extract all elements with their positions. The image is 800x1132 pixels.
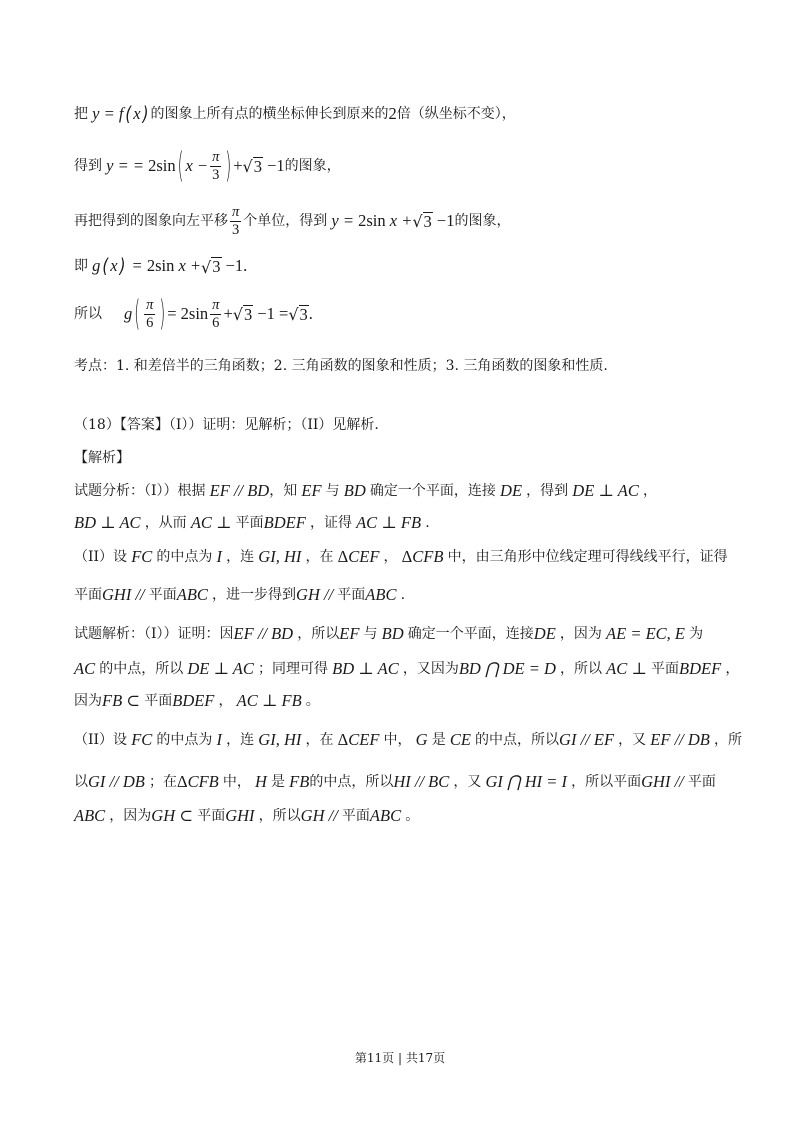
math: GH // (296, 585, 338, 604)
text: 平面 (341, 808, 370, 825)
text: 是 (271, 774, 286, 791)
line-6 (74, 359, 608, 373)
line-7 (74, 418, 379, 432)
text: 的图象， (284, 158, 341, 174)
line-5 (74, 292, 313, 334)
math: GHI (225, 806, 259, 825)
text: 因为 (74, 693, 102, 710)
text: ，又 (618, 732, 647, 749)
text: 即 (74, 258, 88, 275)
math: I (212, 730, 227, 749)
math: CE (445, 730, 476, 749)
math: DE ⊥ AC (568, 481, 643, 500)
math: BD ⊥ AC (328, 659, 403, 678)
math-plus: + (233, 155, 243, 175)
text: 中，由三角形中位线定理可得线线平行，证得 (447, 549, 728, 566)
math: ΔCEF (337, 730, 384, 749)
text: 个单位，得到 (243, 213, 328, 229)
math: BD (339, 481, 370, 500)
answer-heading: （18）【答案】（I））证明：见解析；（II）见解析. (74, 417, 379, 433)
text: 平面 (144, 693, 173, 710)
math: GI, HI (254, 547, 306, 566)
math: DE (495, 481, 527, 500)
text: 平面 (235, 515, 264, 532)
text: ，在 (305, 732, 334, 749)
math-minus-1: −1. (221, 256, 248, 275)
math: H (250, 772, 272, 791)
sqrt-3: √ 3 (232, 304, 253, 325)
text: 试题解析：（I））证明：因 (74, 626, 234, 643)
math: GI // DB (88, 772, 149, 791)
math: ABC (74, 806, 110, 825)
text: 是 (431, 732, 446, 749)
math: BD (377, 624, 408, 643)
text: ，所以 (258, 808, 301, 825)
line-13 (74, 626, 703, 643)
text: ，因为 (559, 626, 602, 643)
math: ABC (176, 585, 213, 604)
math: BD ⋂ DE = D (458, 659, 561, 678)
text: 。 (305, 693, 320, 710)
text: 倍（纵坐标不变）， (396, 106, 516, 123)
math: ΔCFB (176, 772, 223, 791)
text: ，在 (305, 549, 334, 566)
text: ，得到 (526, 483, 569, 500)
text: 以 (74, 774, 88, 791)
math: AC ⊥ FB (351, 513, 426, 532)
math: FB ⊂ (102, 691, 145, 710)
text: 平面 (687, 774, 716, 791)
math: GH ⊂ (151, 806, 198, 825)
text: 中， (383, 732, 412, 749)
math: BDEF (263, 513, 310, 532)
line-8 (74, 451, 130, 465)
text: 试题分析：（I））根据 (74, 483, 206, 500)
text: 为 (689, 626, 704, 643)
text: 确定一个平面，连接 (369, 483, 496, 500)
text: 的中点，所以 (99, 661, 184, 678)
text: 平面 (74, 587, 102, 604)
math: DE ⊥ AC (183, 659, 259, 678)
math: ABC (365, 585, 401, 604)
math: I (212, 547, 227, 566)
line-3 (74, 205, 510, 237)
math: EF // BD (205, 481, 270, 500)
text: 中， (222, 774, 251, 791)
fraction-pi-3: $\frac{\pi}{3}$ (232, 204, 240, 238)
math-expression: y = 2sin x + (327, 210, 413, 230)
line-16 (74, 732, 742, 749)
math: AC ⊥ FB (232, 691, 306, 710)
math: GHI // (102, 585, 149, 604)
math: G (411, 730, 432, 749)
fraction-pi-6: $\frac{\pi}{6}$ (212, 297, 220, 331)
math: AE = EC, E (601, 624, 690, 643)
text: 。 (405, 808, 420, 825)
text: 的中点，所以 (475, 732, 560, 749)
text: ，又 (453, 774, 482, 791)
math: GI, HI (254, 730, 306, 749)
math-equals: = 2sin (167, 303, 209, 323)
sqrt-3: √ 3 (201, 257, 221, 277)
analysis-heading: 【解析】 (74, 450, 130, 466)
text: （II）设 (74, 732, 128, 749)
text: ，连 (226, 732, 255, 749)
text: ，连 (226, 549, 255, 566)
math: FB (285, 772, 310, 791)
left-paren: ( (177, 144, 184, 186)
math: BDEF (172, 691, 219, 710)
text: （II）设 (74, 549, 128, 566)
sqrt-3: √ 3 (288, 304, 308, 325)
text: ，所以平面 (571, 774, 642, 791)
line-18 (74, 808, 419, 825)
line-12 (74, 587, 405, 604)
text: ，所 (714, 732, 742, 749)
right-paren: ) (159, 292, 166, 334)
line-15 (74, 693, 320, 710)
text: ；同理可得 (258, 661, 329, 678)
line-10 (74, 515, 430, 532)
line-1 (74, 102, 516, 126)
math: EF // BD (233, 624, 298, 643)
text: 的图象上所有点的横坐标伸长到原来的 (150, 106, 389, 123)
math: AC ⊥ (186, 513, 236, 532)
text: ， (383, 549, 398, 566)
math: GI // EF (559, 730, 619, 749)
text: 平面 (197, 808, 226, 825)
text: ，又因为 (402, 661, 459, 678)
text: 的中点，所以 (309, 774, 394, 791)
math-x: x − (185, 155, 209, 175)
text: 把 (74, 106, 88, 123)
fraction-pi-3: $\frac{\pi}{3}$ (212, 149, 220, 183)
line-4 (74, 254, 248, 278)
text: . (425, 515, 430, 532)
text: ，知 (269, 483, 298, 500)
page-footer: 第11页 | 共17页 (354, 1051, 446, 1065)
math-expression: y = = 2sin (102, 155, 176, 175)
text: 平面 (337, 587, 366, 604)
math: FC (127, 730, 157, 749)
text: 平面 (148, 587, 177, 604)
math-minus-1: −1 (262, 155, 285, 175)
math-expression: g ( x ) = 2sin x + (88, 254, 202, 278)
text: ， (218, 693, 233, 710)
math: GH // (300, 806, 342, 825)
text: 与 (363, 626, 378, 643)
text: ；在 (148, 774, 177, 791)
line-17 (74, 774, 716, 791)
number: 2 (388, 104, 397, 123)
text: ，进一步得到 (212, 587, 297, 604)
line-14 (74, 661, 739, 678)
line-2 (74, 144, 341, 186)
text: ，从而 (144, 515, 187, 532)
math: AC ⊥ (602, 659, 652, 678)
line-9 (74, 483, 657, 500)
text: ， (642, 483, 657, 500)
knowledge-points: 考点：1. 和差倍半的三角函数；2. 三角函数的图象和性质；3. 三角函数的图象和性质. (74, 358, 608, 374)
math: BDEF (679, 659, 726, 678)
text: ， (725, 661, 740, 678)
text: 得到 (74, 158, 102, 174)
text: . (400, 587, 406, 604)
text: ，所以 (297, 626, 340, 643)
text: ，因为 (109, 808, 152, 825)
text: 确定一个平面，连接 (407, 626, 534, 643)
line-11 (74, 549, 728, 566)
math-g: g (124, 303, 133, 323)
text: 的中点为 (156, 549, 213, 566)
text: ，证得 (309, 515, 352, 532)
math: GHI // (641, 772, 688, 791)
sqrt-3: √ 3 (412, 211, 432, 232)
math: GI ⋂ HI = I (481, 772, 572, 791)
text: ，所以 (560, 661, 603, 678)
math: ABC (369, 806, 406, 825)
math: FC (127, 547, 157, 566)
math: HI // BC (393, 772, 454, 791)
right-paren: ) (225, 144, 232, 186)
math-minus-1: −1 = (253, 303, 289, 323)
math-y-eq-fx: y = f ( x ) (88, 102, 149, 126)
math: BD ⊥ AC (74, 513, 145, 532)
math: DE (533, 624, 560, 643)
math: ΔCFB (401, 547, 448, 566)
text: 与 (325, 483, 340, 500)
text: 的中点为 (156, 732, 213, 749)
fraction-pi-6: $\frac{\pi}{6}$ (146, 297, 154, 331)
sqrt-3: √ 3 (242, 156, 262, 177)
math: EF (297, 481, 326, 500)
math: EF (339, 624, 364, 643)
text: 再把得到的图象向左平移 (74, 213, 228, 229)
math: AC (74, 659, 100, 678)
math: ΔCEF (337, 547, 384, 566)
left-paren: ( (134, 292, 141, 334)
math-plus: + (223, 303, 233, 323)
text: 的图象， (454, 213, 511, 229)
math: EF // DB (646, 730, 714, 749)
text: 平面 (651, 661, 680, 678)
period: . (308, 303, 313, 323)
math-minus-1: −1 (432, 210, 455, 230)
text: 所以 (74, 306, 102, 322)
